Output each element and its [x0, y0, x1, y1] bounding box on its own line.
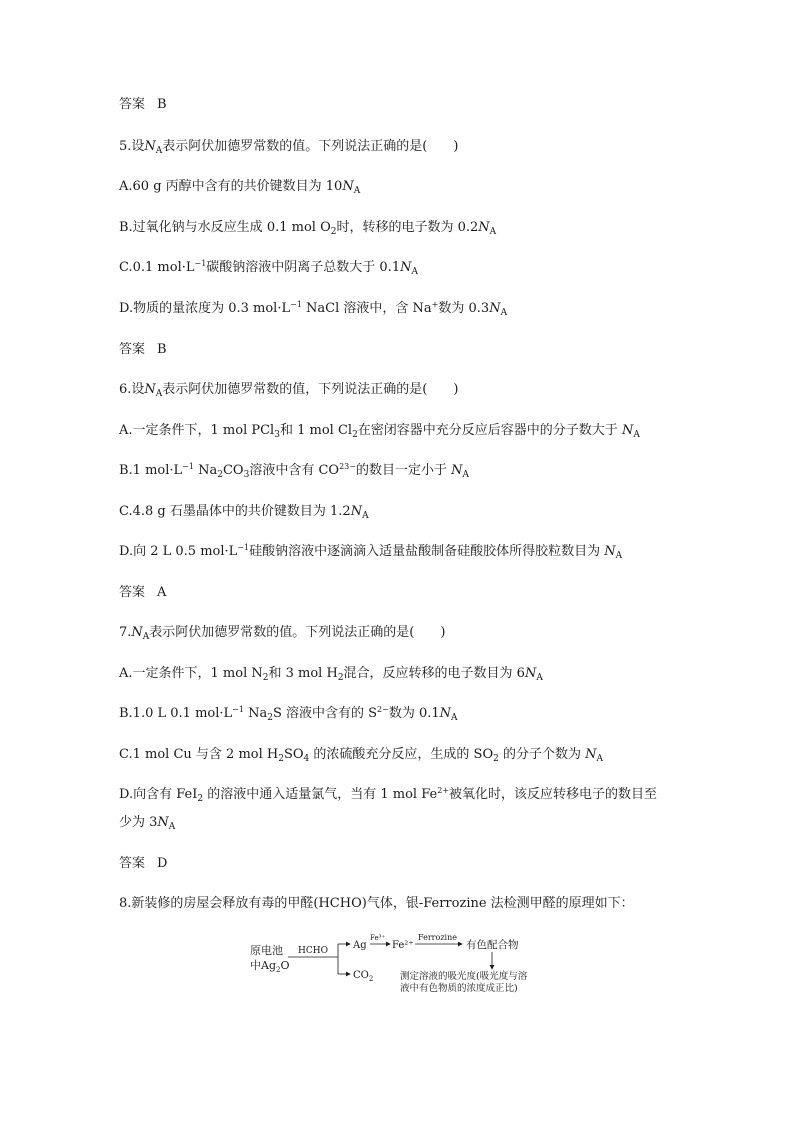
q5-option-b: B.过氧化钠与水反应生成 0.1 mol $O_2$时，转移的电子数为 $0.2N_A$: [119, 220, 497, 237]
diagram-note-line2: 液中有色物质的浓度成正比): [400, 983, 518, 994]
answer-6: 答案 A: [119, 585, 167, 600]
answer-value: B: [157, 97, 167, 112]
q5-option-d: D.物质的量浓度为 0.3 $mol\cdot L^{-1}$ NaCl 溶液中，含 Na+数为 $0.3N_A$: [119, 300, 508, 318]
q7-option-d-line2: 少为 $3N_A$: [119, 815, 176, 832]
diagram-note-line1: 测定溶液的吸光度(吸光度与溶: [400, 971, 528, 982]
q7-option-c: C.1 mol Cu 与含 2 mol $H_2SO_4$ 的浓硫酸充分反应，生成的 $SO_2$ 的分子个数为 $N_A$: [119, 747, 604, 764]
q5-option-c: C.0.1 $mol\cdot L^{-1}$碳酸钠溶液中阴离子总数大于 $0.1N_A$: [119, 259, 418, 277]
q5-option-a: A.60 g 丙醇中含有的共价键数目为 $10N_A$: [119, 179, 361, 196]
diagram-source-line2: 中$Ag_2O$: [250, 959, 290, 974]
q7-stem: $7.N_A$表示阿伏加德罗常数的值。下列说法正确的是( ): [119, 625, 446, 642]
q6-option-b: B.1 $mol\cdot L^{-1}$ $Na_2CO_3$溶液中含有 $CO^{23-}$的数目一定小于 $N_A$: [119, 462, 469, 480]
answer-label: 答案: [119, 97, 146, 112]
diagram-fe3: Fe³⁺: [370, 934, 386, 942]
q6-option-c: C.4.8 g 石墨晶体中的共价键数目为 $1.2N_A$: [119, 504, 369, 521]
diagram-source-line1: 原电池: [250, 944, 283, 957]
q7-option-a: A.一定条件下，1 mol $N_2$和 3 mol $H_2$混合，反应转移的电子数目为 $6N_A$: [119, 666, 543, 683]
q6-option-a: A.一定条件下，1 mol PCl$_3$和 1 mol $Cl_2$在密闭容器中充分反应后容器中的分子数大于 $N_A$: [119, 423, 640, 440]
formaldehyde-detection-diagram: [240, 928, 560, 1000]
diagram-reagent-hcho: HCHO: [298, 946, 328, 956]
answer-4: [119, 96, 167, 114]
q7-option-b: B.1.0 L 0.1 $mol\cdot L^{-1}$ $Na_2S$ 溶液中含有的 $S^{2-}$数为 $0.1N_A$: [119, 705, 458, 723]
diagram-fe2: Fe²⁺: [392, 940, 414, 951]
q8-stem: 8.新装修的房屋会释放有毒的甲醛(HCHO)气体，银-Ferrozine 法检测甲醛的原理如下：: [119, 896, 634, 911]
diagram-ferrozine: Ferrozine: [418, 933, 457, 942]
q6-stem: 6.设$N_A$表示阿伏加德罗常数的值，下列说法正确的是( ): [119, 382, 459, 399]
diagram-ag: Ag: [353, 940, 367, 951]
q7-option-d-line1: D.向含有 FeI$_2$ 的溶液中通入适量氯气，当有 1 mol $Fe^{2+}$被氧化时，该反应转移电子的数目至: [119, 786, 658, 804]
answer-7: 答案 D: [119, 856, 168, 871]
diagram-product: 有色配合物: [466, 939, 519, 951]
q6-option-d: D.向 2 L 0.5 $mol\cdot L^{-1}$硅酸钠溶液中逐滴滴入适量盐酸制备硅酸胶体所得胶粒数目为 $N_A$: [119, 543, 623, 561]
answer-5: 答案 B: [119, 342, 167, 357]
q5-stem: 5.设$N_A$表示阿伏加德罗常数的值。下列说法正确的是( ): [119, 139, 459, 156]
diagram-co2: $CO_2$: [353, 970, 374, 983]
